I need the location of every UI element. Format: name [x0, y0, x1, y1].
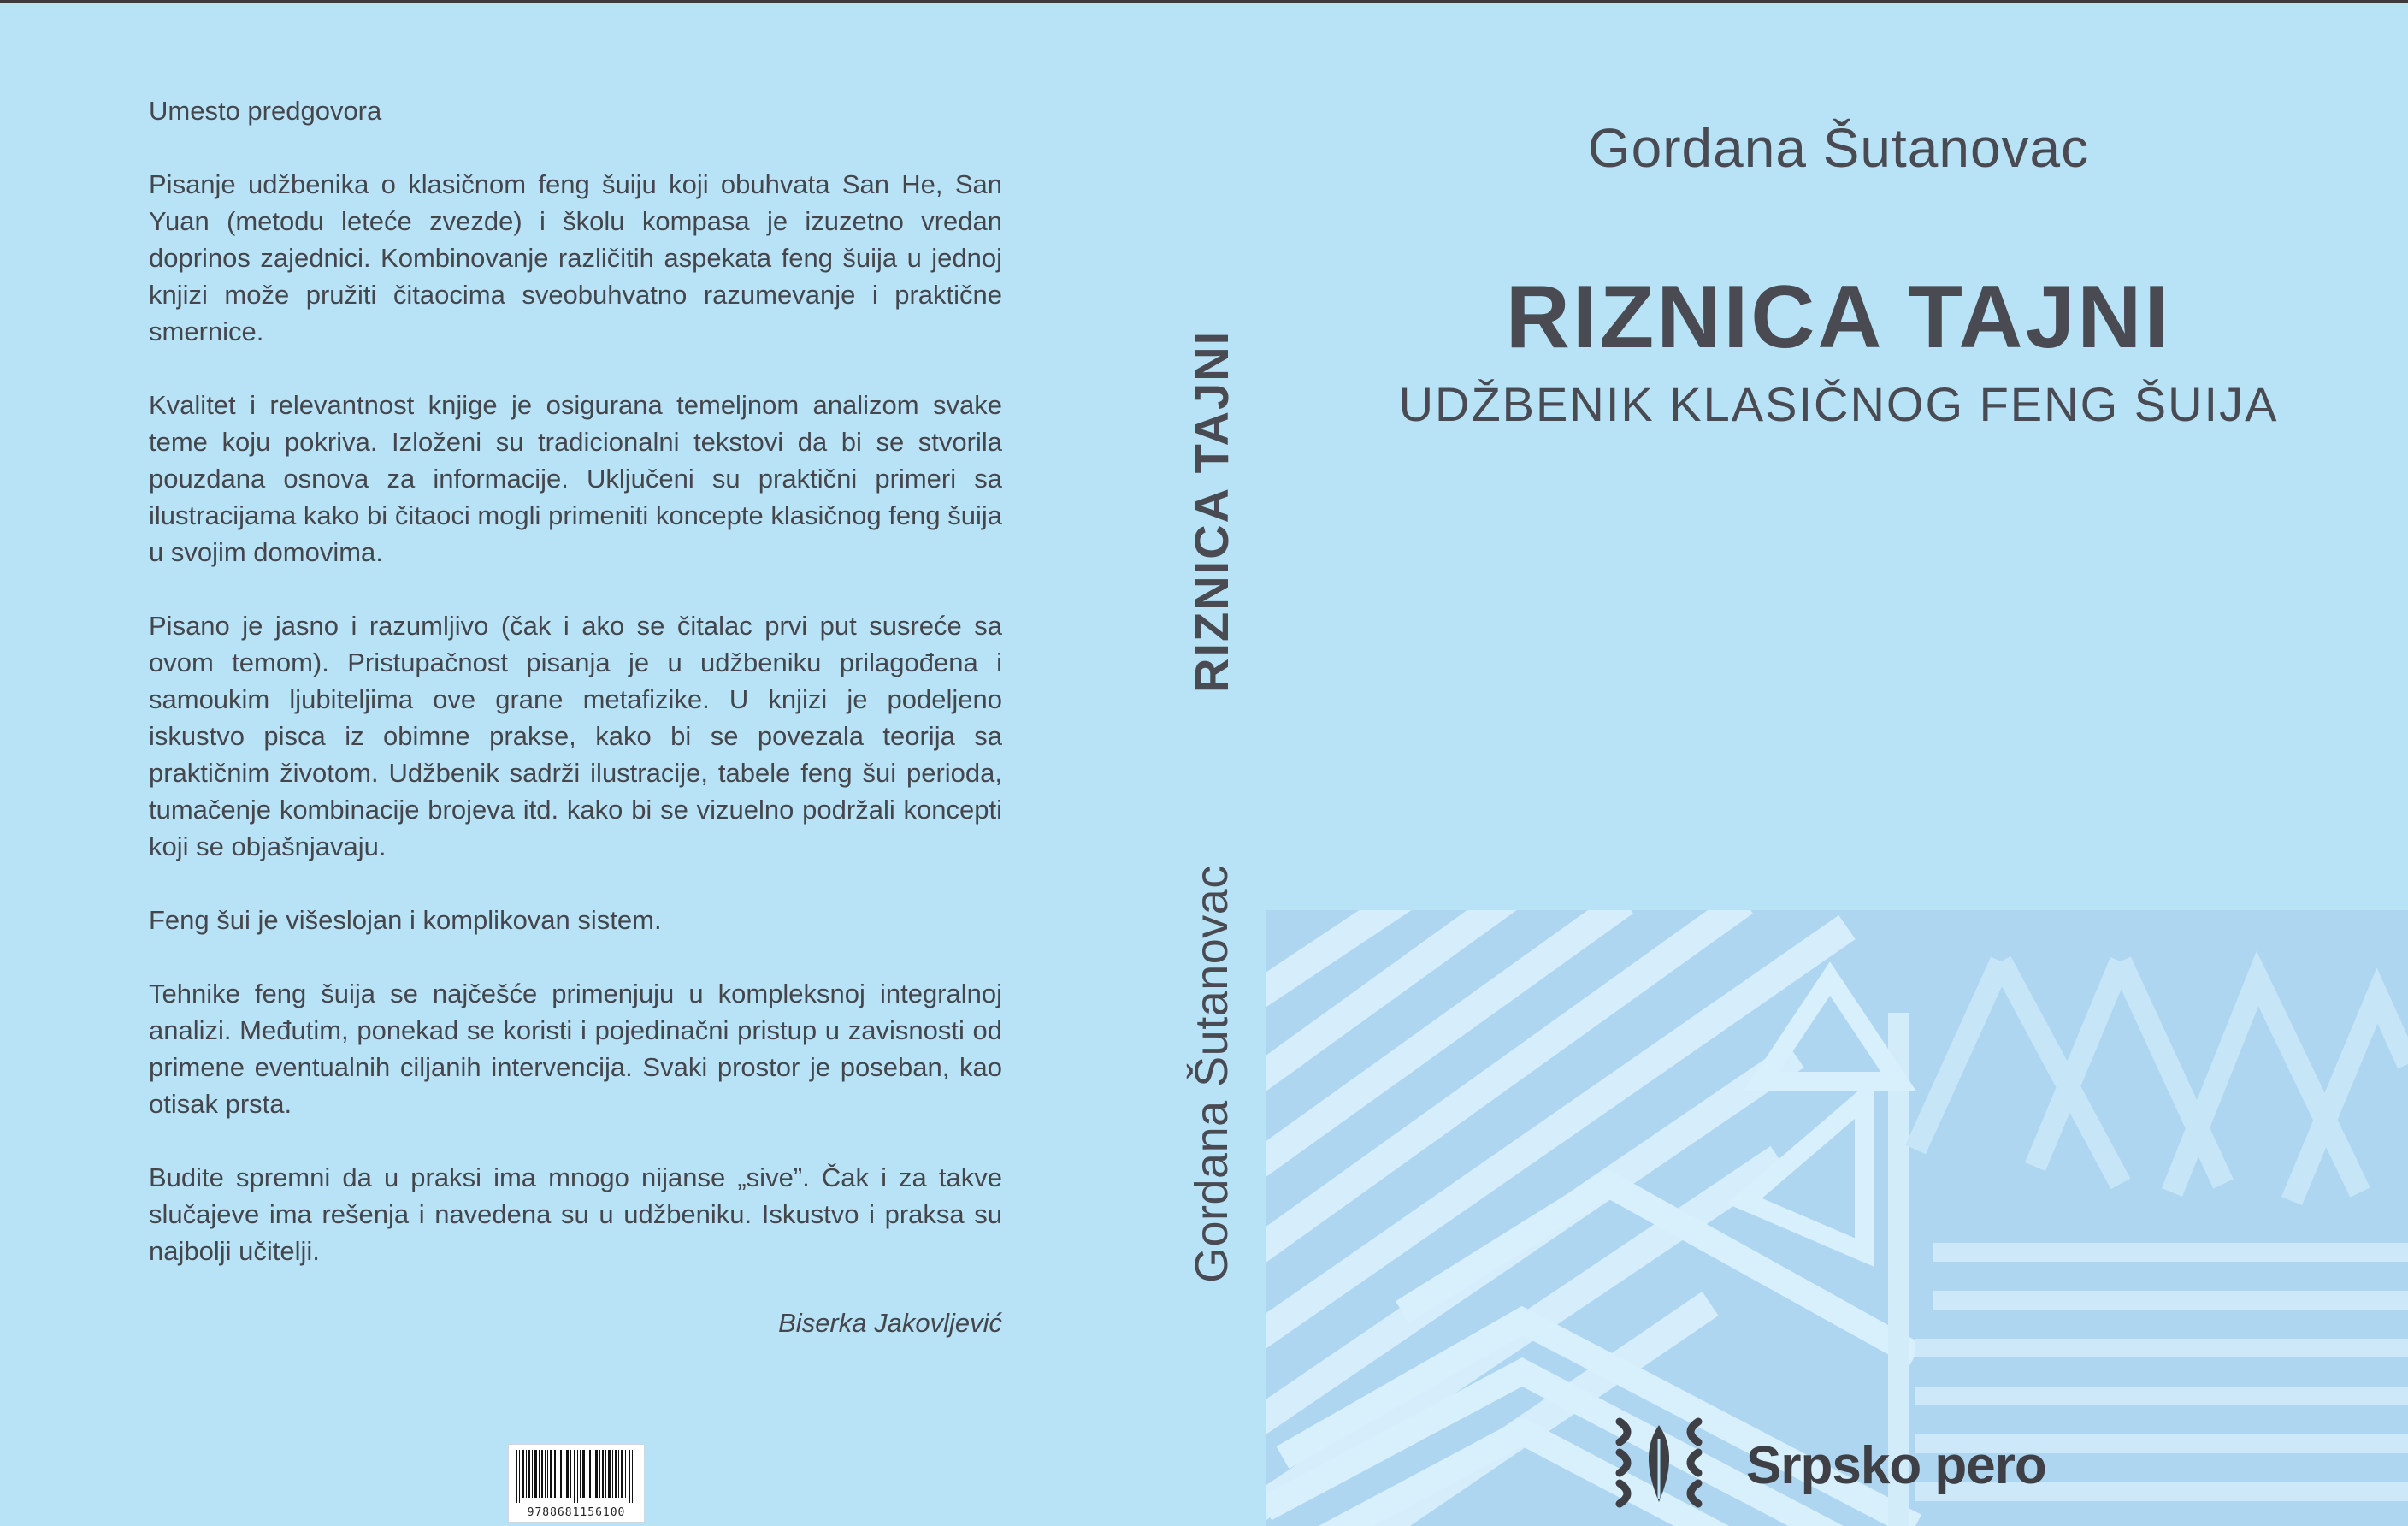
spine-title: RIZNICA TAJNI	[1184, 329, 1238, 693]
back-cover-text	[149, 92, 1002, 1378]
back-cover-heading: Umesto predgovora	[149, 96, 382, 126]
back-cover-paragraph: Pisanje udžbenika o klasičnom feng šuiju koji obuhvata San He, San Yuan (metodu leteće zvezde) i školu kompasa je izuzetno vredan doprinos zajednici. Kombinovanje različitih aspekata feng šuija u jednoj knjizi može pružiti čitaocima sveobuhvatno razumevanje i praktične smernice.	[149, 169, 1002, 346]
publisher-logo-icon	[1608, 1413, 1710, 1516]
front-cover-author: Gordana Šutanovac	[1587, 117, 2090, 179]
front-cover-subtitle: UDŽBENIK KLASIČNOG FENG ŠUIJA	[1398, 377, 2279, 431]
front-cover-title: RIZNICA TAJNI	[1505, 268, 2172, 367]
back-cover-paragraph: Tehnike feng šuija se najčešće primenjuju u kompleksnoj integralnoj analizi. Međutim, ponekad se koristi i pojedinačni pristup u zavisnosti od primene eventualnih ciljanih intervencija. Svaki prostor je poseban, kao otisak prsta.	[149, 979, 1002, 1119]
publisher-block	[1608, 1413, 2121, 1516]
back-cover-paragraph: Feng šui je višeslojan i komplikovan sistem.	[149, 905, 662, 935]
back-cover-signature: Biserka Jakovljević	[778, 1308, 1002, 1338]
publisher-name: Srpsko pero	[1746, 1436, 2046, 1495]
back-cover-paragraph: Pisano je jasno i razumljivo (čak i ako se čitalac prvi put susreće sa ovom temom). Pristupačnost pisanja je u udžbeniku prilagođena i samoukim ljubiteljima ove grane metafizike. U knjizi je podeljeno iskustvo pisca iz obimne prakse, kako bi se povezala teorija sa praktičnim životom. Udžbenik sadrži ilustracije, tabele feng šui perioda, tumačenje kombinacije brojeva itd. kako bi se vizuelno podržali koncepti koji se objašnjavaju.	[149, 611, 1002, 861]
back-cover-paragraph: Budite spremni da u praksi ima mnogo nijanse „sive”. Čak i za takve slučajeve ima rešenja i navedena su u udžbeniku. Iskustvo i praksa su najbolji učitelji.	[149, 1162, 1002, 1266]
back-cover-paragraph: Kvalitet i relevantnost knjige je osigurana temeljnom analizom svake teme koju pokriva. Izloženi su tradicionalni tekstovi da bi se stvorila pouzdana osnova za informacije. Uključeni su praktični primeri sa ilustracijama kako bi čitaoci mogli primeniti koncepte klasičnog feng šuija u svojim domovima.	[149, 390, 1002, 567]
barcode-number: 9788681156100	[527, 1506, 626, 1519]
barcode-bars	[516, 1450, 637, 1503]
barcode	[508, 1444, 645, 1523]
top-border	[0, 0, 2408, 3]
spine-author: Gordana Šutanovac	[1186, 865, 1237, 1283]
